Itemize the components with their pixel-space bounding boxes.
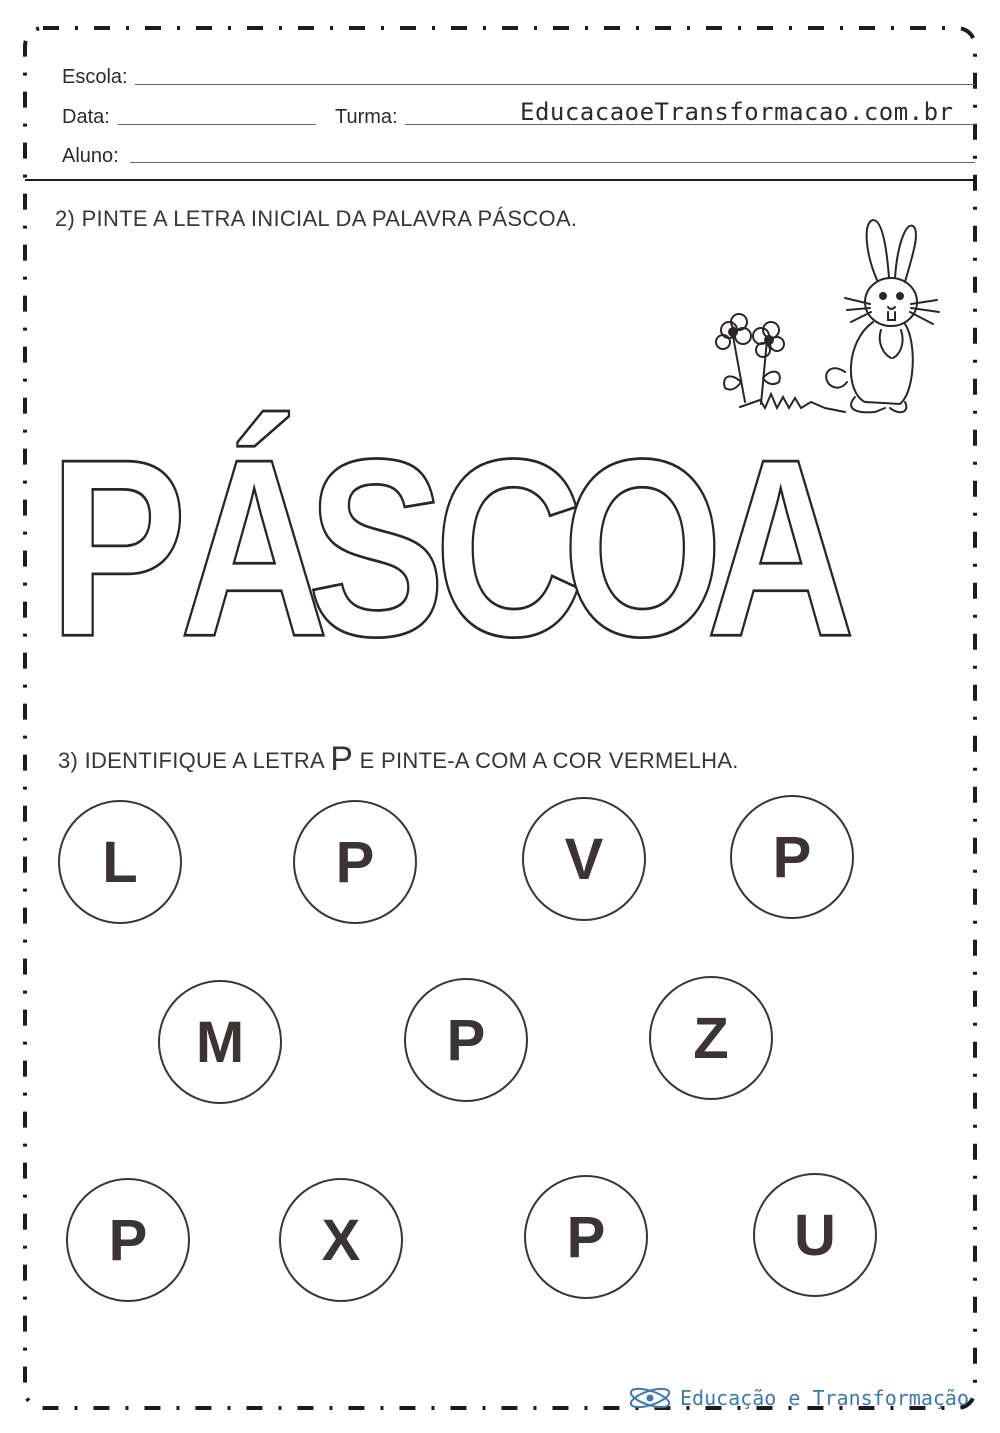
footer-brand-text: Educação e Transformação: [680, 1386, 969, 1410]
question-3-prefix: 3) IDENTIFIQUE A LETRA: [58, 748, 324, 773]
pascoa-outline-word: [40, 380, 856, 689]
word-letter-p[interactable]: P: [49, 406, 188, 689]
letter-circle[interactable]: V: [522, 797, 646, 921]
question-3-target-letter: P: [330, 740, 354, 778]
word-letter-s[interactable]: S: [307, 406, 446, 689]
date-field[interactable]: [118, 124, 316, 125]
question-3-text: [58, 740, 739, 779]
letter-circle[interactable]: P: [730, 795, 854, 919]
letter-circle[interactable]: P: [66, 1178, 190, 1302]
letter-circle[interactable]: P: [293, 800, 417, 924]
letter-circle[interactable]: Z: [649, 976, 773, 1100]
word-letter-c[interactable]: C: [434, 406, 584, 689]
question-2-text: 2) PINTE A LETRA INICIAL DA PALAVRA PÁSCOA.: [55, 206, 578, 231]
date-label: Data:: [62, 106, 110, 128]
word-letter-a[interactable]: A: [706, 406, 856, 689]
student-label: Aluno:: [62, 145, 119, 167]
letter-circle[interactable]: X: [279, 1178, 403, 1302]
word-letter-o[interactable]: O: [562, 406, 724, 689]
school-field[interactable]: [135, 84, 975, 85]
footer-brand: [628, 1383, 969, 1413]
student-field[interactable]: [130, 162, 975, 163]
atom-orbit-icon: [628, 1383, 672, 1413]
word-letter-a-acute[interactable]: Á: [179, 406, 329, 689]
letter-circle[interactable]: L: [58, 800, 182, 924]
website-watermark: EducacaoeTransformacao.com.br: [520, 98, 954, 126]
question-3-suffix: E PINTE-A COM A COR VERMELHA.: [359, 748, 739, 773]
class-label: Turma:: [335, 106, 398, 128]
school-label: Escola:: [62, 66, 128, 88]
letter-circle[interactable]: M: [158, 980, 282, 1104]
letter-circle[interactable]: P: [524, 1175, 648, 1299]
letter-circle[interactable]: U: [753, 1173, 877, 1297]
letter-circle[interactable]: P: [404, 978, 528, 1102]
